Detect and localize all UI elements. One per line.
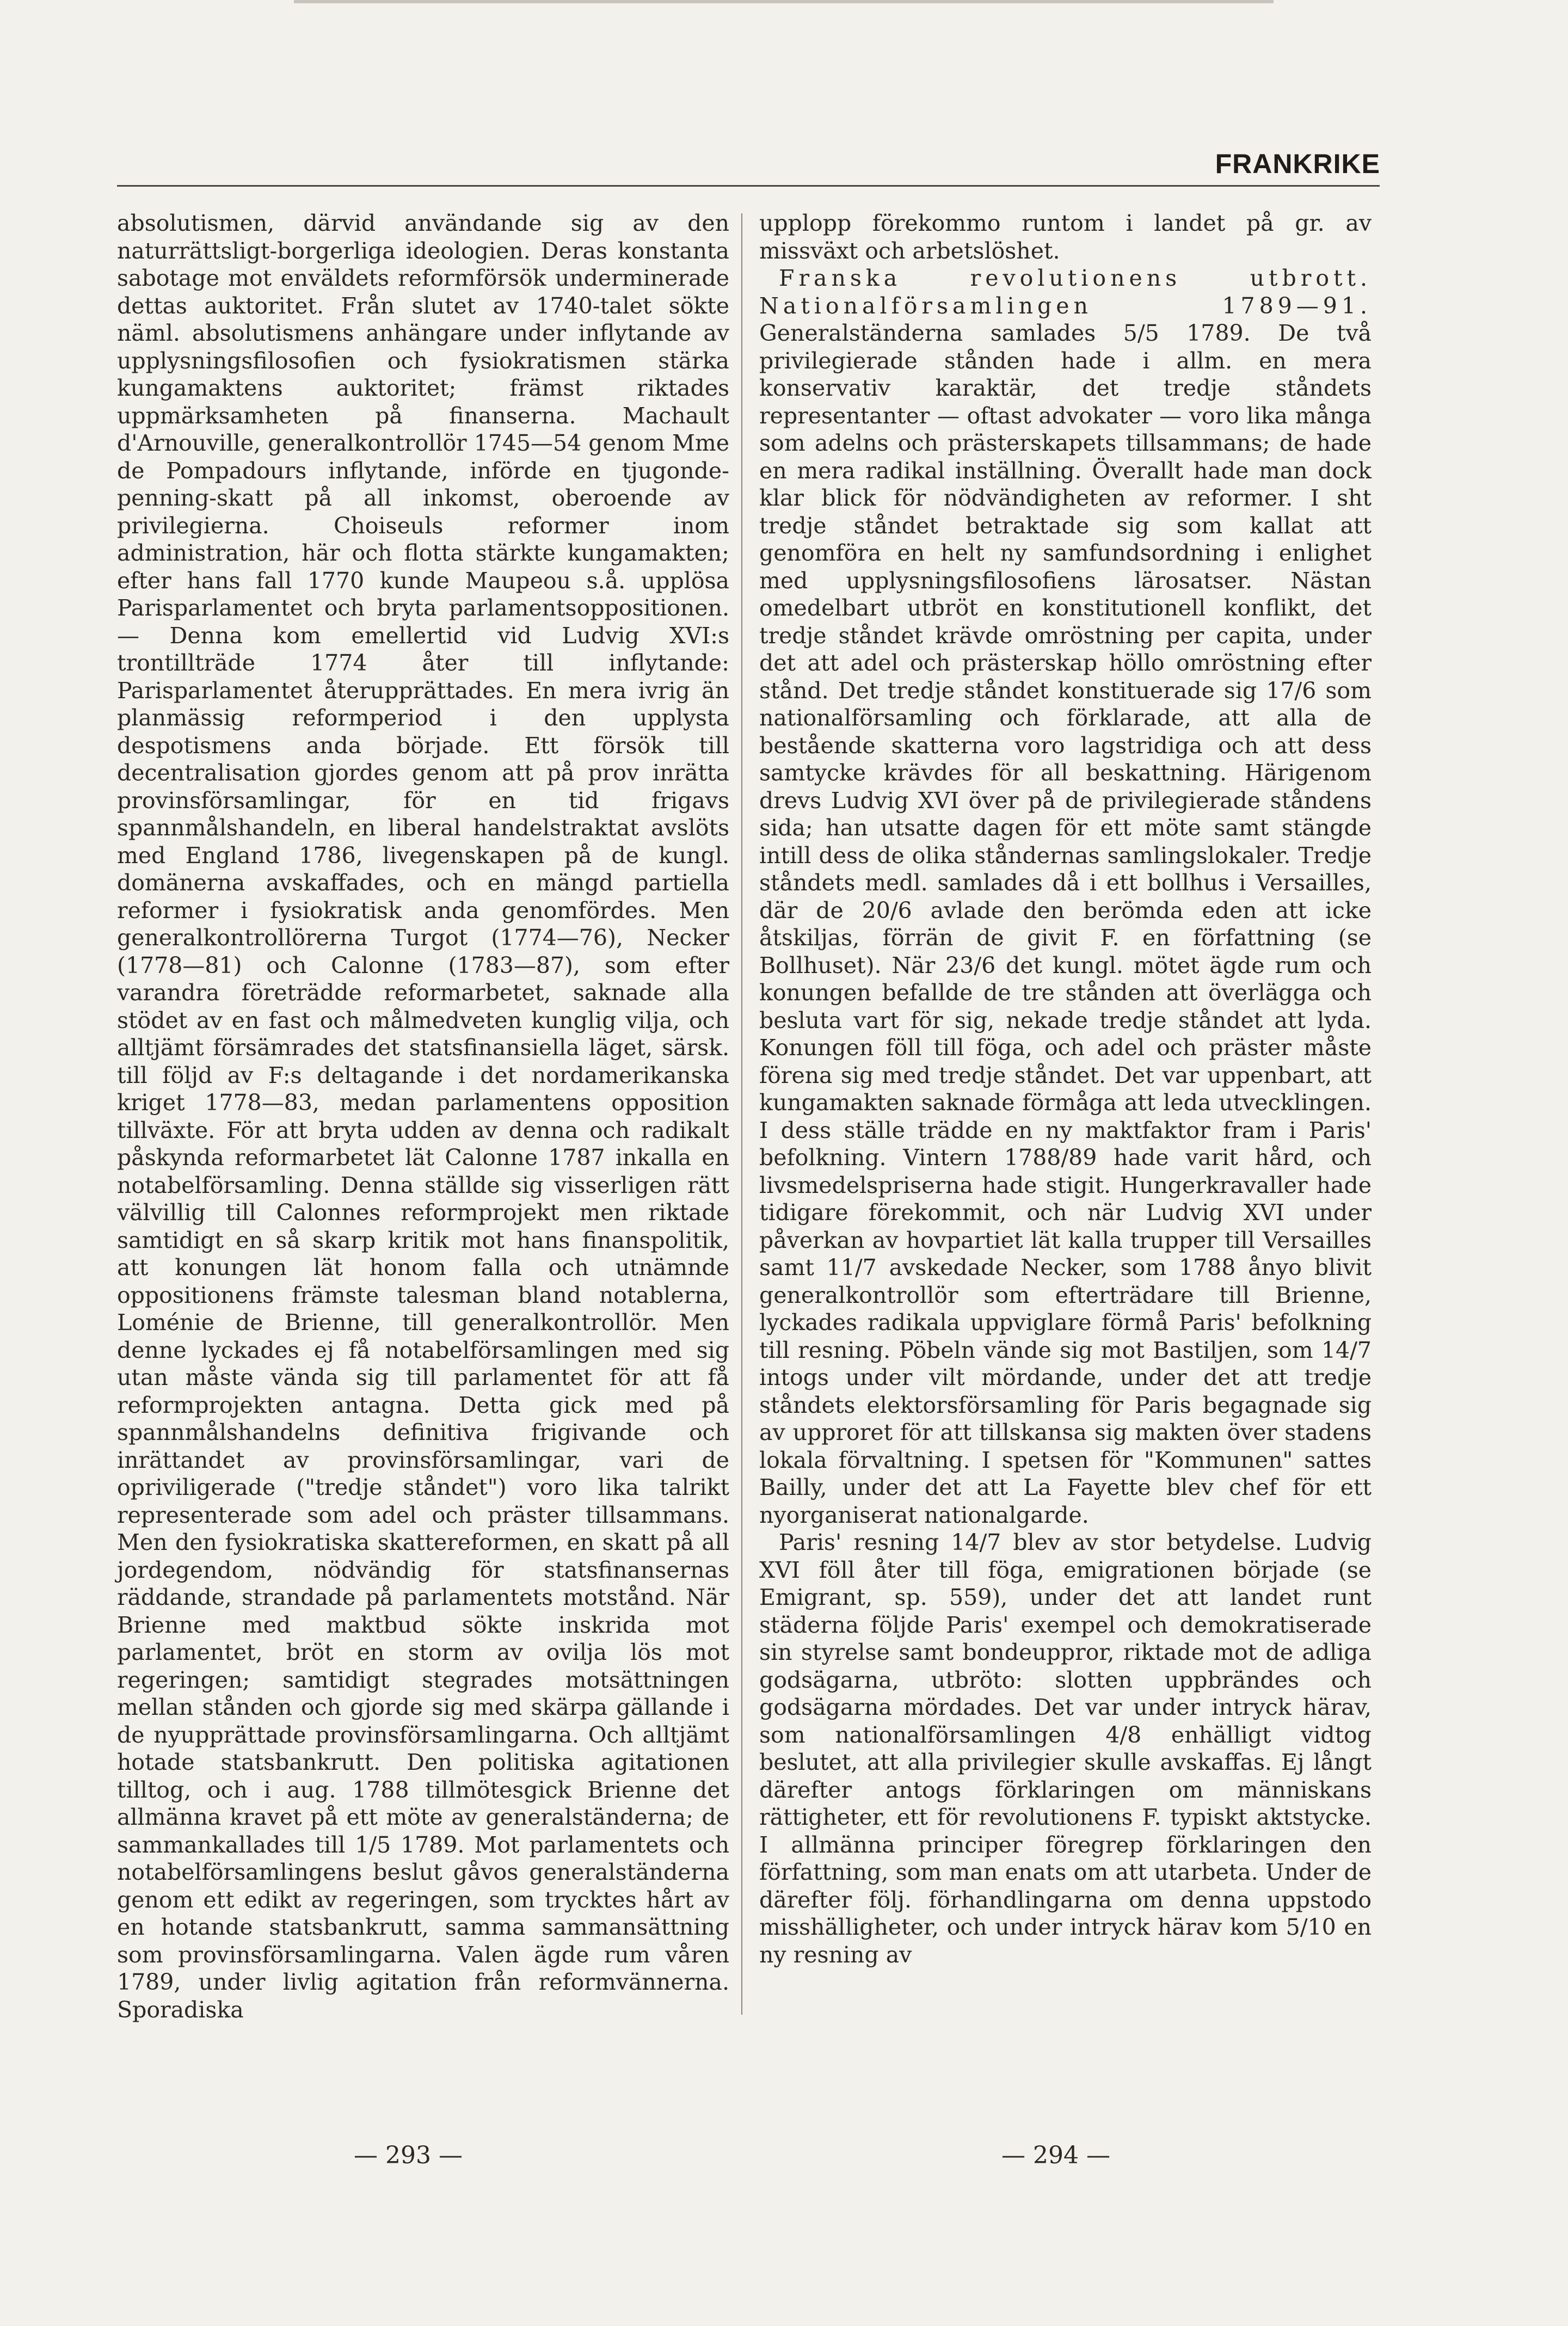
top-edge-shadow (294, 0, 1274, 3)
right-column (759, 210, 1372, 1968)
left-column-paragraph: absolutismen, därvid användande sig av den naturrättsligt-borgerliga ideologien. Deras konstanta sabotage mot enväldets reformförsök underminerade dettas auktoritet. Från slutet av 1740-talet sökte näml. absolutismens anhängare under inflytande av upplysningsfilosofien och fysiokratismen stärka kungamaktens auktoritet; främst riktades uppmärksamheten på finanserna. Machault d'Arnouville, generalkontrollör 1745—54 genom Mme de Pompadours inflytande, införde en tjugonde-penning-skatt på all inkomst, oberoende av privilegierna. Choiseuls reformer inom administration, här och flotta stärkte kungamakten; efter hans fall 1770 kunde Maupeou s.å. upplösa Parisparlamentet och bryta parlamentsoppositionen. — Denna kom emellertid vid Ludvig XVI:s trontillträde 1774 åter till inflytande: Parisparlamentet återupprättades. En mera ivrig än planmässig reformperiod i den upplysta despotismens anda började. Ett försök till decentralisation gjordes genom att på prov inrätta provinsförsamlingar, för en tid frigavs spannmålshandeln, en liberal handelstraktat avslöts med England 1786, livegenskapen på de kungl. domänerna avskaffades, och en mängd partiella reformer i fysiokratisk anda genomfördes. Men generalkontrollörerna Turgot (1774—76), Necker (1778—81) och Calonne (1783—87), som efter varandra företrädde reformarbetet, saknade alla stödet av en fast och målmedveten kunglig vilja, och alltjämt försämrades det statsfinansiella läget, särsk. till följd av F:s deltagande i det nordamerikanska kriget 1778—83, medan parlamentens opposition tillväxte. För att bryta udden av denna och radikalt påskynda reformarbetet lät Calonne 1787 inkalla en notabelförsamling. Denna ställde sig visserligen rätt välvillig till Calonnes reformprojekt men riktade samtidigt en så skarp kritik mot hans finanspolitik, att konungen lät honom falla och utnämnde oppositionens främste talesman bland notablerna, Loménie de Brienne, till generalkontrollör. Men denne lyckades ej få notabelförsamlingen med sig utan måste vända sig till parlamentet för att få reformprojekten antagna. Detta gick med på spannmålshandelns definitiva frigivande och inrättandet av provinsförsamlingar, vari de opriviligerade ("tredje ståndet") voro lika talrikt representerade som adel och präster tillsammans. Men den fysiokratiska skattereformen, en skatt på all jordegendom, nödvändig för statsfinansernas räddande, strandade på parlamentets motstånd. När Brienne med maktbud sökte inskrida mot parlamentet, bröt en storm av ovilja lös mot regeringen; samtidigt stegrades motsättningen mellan stånden och gjorde sig med skärpa gällande i de nyupprättade provinsförsamlingarna. Och alltjämt hotade statsbankrutt. Den politiska agitationen tilltog, och i aug. 1788 tillmötesgick Brienne det allmänna kravet på ett möte av generalständerna; de sammankallades till 1/5 1789. Mot parlamentets och notabelförsamlingens beslut gåvos generalständerna genom ett edikt av regeringen, som trycktes hårt av en hotande statsbankrutt, samma sammansättning som provinsförsamlingarna. Valen ägde rum våren 1789, under livlig agitation från reformvännerna. Sporadiska (117, 210, 729, 2023)
section-text: Generalständerna samlades 5/5 1789. De två privilegierade stånden hade i allm. en mera konservativ karaktär, det tredje ståndets representanter — oftast advokater — voro lika många som adelns och prästerskapets tillsammans; de hade en mera radikal inställning. Överallt hade man dock klar blick för nödvändigheten av reformer. I sht tredje ståndet betraktade sig som kallat att genomföra en helt ny samfundsordning i enlighet med upplysningsfilosofiens lärosatser. Nästan omedelbart utbröt en konstitutionell konflikt, det tredje ståndet krävde omröstning per capita, under det att adel och prästerskap höllo omröstning efter stånd. Det tredje ståndet konstituerade sig 17/6 som nationalförsamling och förklarade, att alla de bestående skatterna voro lagstridiga och att dess samtycke krävdes för all beskattning. Härigenom drevs Ludvig XVI över på de privilegierade ståndens sida; han utsatte dagen för ett möte samt stängde intill dess de olika ståndernas samlingslokaler. Tredje ståndets medl. samlades då i ett bollhus i Versailles, där de 20/6 avlade den berömda eden att icke åtskiljas, förrän de givit F. en författning (se Bollhuset). När 23/6 det kungl. mötet ägde rum och konungen befallde de tre stånden att överlägga och besluta vart för sig, nekade tredje ståndet att lyda. Konungen föll till föga, och adel och präster måste förena sig med tredje ståndet. Det var uppenbart, att kungamakten saknade förmåga att leda utvecklingen. I dess ställe trädde en ny maktfaktor fram i Paris' befolkning. Vintern 1788/89 hade varit hård, och livsmedelspriserna hade stigit. Hungerkravaller hade tidigare förekommit, och när Ludvig XVI under påverkan av hovpartiet lät kalla trupper till Versailles samt 11/7 avskedade Necker, som 1788 ånyo blivit generalkontrollör som efterträdare till Brienne, lyckades radikala uppviglare förmå Paris' befolkning till resning. Pöbeln vände sig mot Bastiljen, som 14/7 intogs under vilt mördande, under det att tredje ståndets elektorsförsamling för Paris begagnade sig av upproret för att tillskansa sig makten över stadens lokala förvaltning. I spetsen för "Kommunen" sattes Bailly, under det att La Fayette blev chef för ett nyorganiserat nationalgarde. (759, 320, 1372, 1528)
section-heading: Franska revolutionens utbrott. Nationalförsamlingen 1789—91. (759, 265, 1372, 319)
running-header: FRANKRIKE (1215, 149, 1380, 179)
header-rule (117, 185, 1380, 187)
page-number-right: — 294 — (1001, 2142, 1110, 2169)
column-divider (741, 213, 742, 2015)
left-column (117, 210, 729, 2023)
right-column-paragraph: Paris' resning 14/7 blev av stor betydelse. Ludvig XVI föll åter till föga, emigrationen började (se Emigrant, sp. 559), under det att landet runt städerna följde Paris' exempel och demokratiserade sin styrelse samt bondeuppror, riktade mot de adliga godsägarna, utbröto: slotten uppbrändes och godsägarna mördades. Det var under intryck härav, som nationalförsamlingen 4/8 enhälligt vidtog beslutet, att alla privilegier skulle avskaffas. Ej långt därefter antogs förklaringen om människans rättigheter, ett för revolutionens F. typiskt aktstycke. I allmänna principer föregrep förklaringen den författning, som man enats om att utarbeta. Under de därefter följ. förhandlingarna om denna uppstodo misshälligheter, och under intryck härav kom 5/10 en ny resning av (759, 1529, 1372, 1968)
right-column-intro: upplopp förekommo runtom i landet på gr. av missväxt och arbetslöshet. (759, 210, 1372, 264)
page-number-left: — 293 — (354, 2142, 463, 2169)
right-column-section (759, 264, 1372, 1529)
